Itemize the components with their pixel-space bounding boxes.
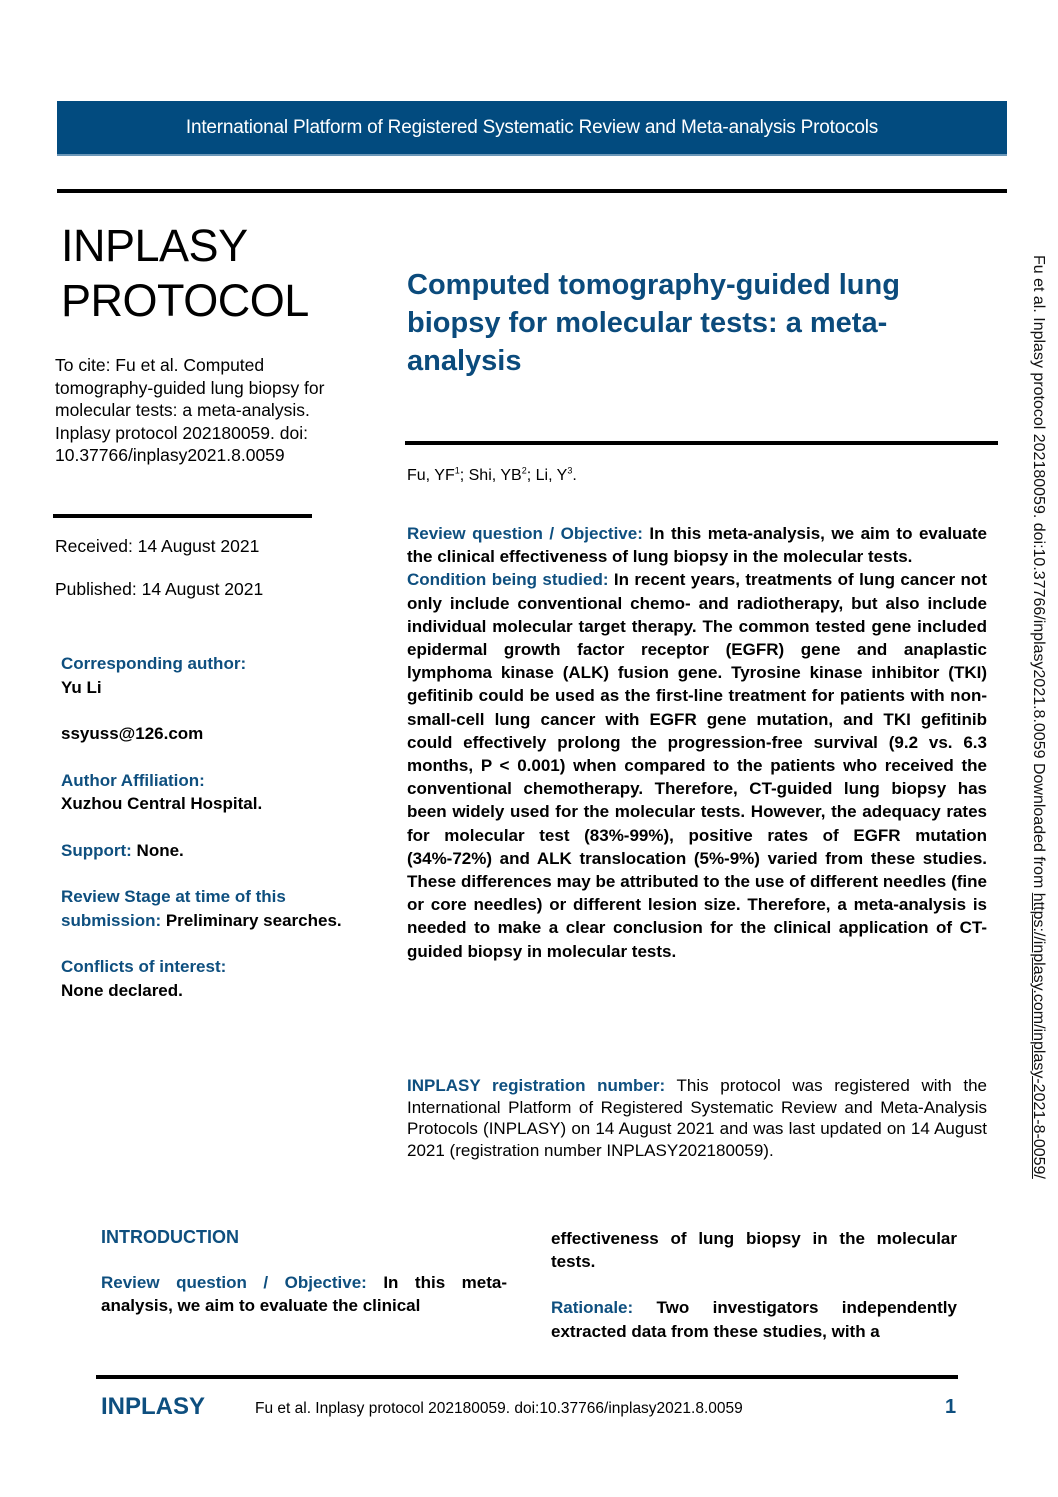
footer-divider bbox=[96, 1375, 958, 1379]
abstract bbox=[407, 522, 987, 963]
registration-label: INPLASY registration number: bbox=[407, 1076, 666, 1095]
author-2: Shi, YB bbox=[468, 467, 522, 484]
review-stage-label: Review Stage at time of this submission: bbox=[61, 887, 286, 930]
brand-line-2: PROTOCOL bbox=[61, 275, 309, 326]
support-label: Support: bbox=[61, 840, 132, 860]
footer-citation: Fu et al. Inplasy protocol 202180059. doi:10.37766/inplasy2021.8.0059 bbox=[255, 1400, 743, 1417]
article-title: Computed tomography-guided lung biopsy for molecular tests: a meta-analysis bbox=[407, 269, 900, 377]
side-notice-text: Fu et al. Inplasy protocol 202180059. doi:10.37766/inplasy2021.8.0059 Downloaded from bbox=[1030, 255, 1047, 893]
brand-line-1: INPLASY bbox=[61, 220, 248, 271]
side-download-notice bbox=[1025, 255, 1047, 1315]
abstract-objective bbox=[407, 522, 987, 568]
intro-column-1 bbox=[101, 1271, 507, 1317]
support-value: None. bbox=[131, 840, 184, 860]
conflicts-value: None declared. bbox=[61, 980, 183, 1000]
intro-objective-text: In this meta-analysis, we aim to evaluate the clinical bbox=[101, 1273, 507, 1316]
corresponding-author-label: Corresponding author: bbox=[61, 654, 247, 673]
article-metadata bbox=[61, 652, 361, 1025]
intro-objective-continued: effectiveness of lung biopsy in the molecular tests. bbox=[551, 1229, 957, 1272]
rationale-label: Rationale: bbox=[551, 1298, 634, 1318]
author-1: Fu, YF bbox=[407, 467, 455, 484]
conflicts-block bbox=[61, 955, 361, 1002]
footer-brand: INPLASY bbox=[101, 1393, 206, 1420]
citation-divider bbox=[53, 514, 312, 518]
abstract-condition bbox=[407, 568, 987, 962]
author-1-affiliation: 1 bbox=[454, 465, 460, 476]
email-block bbox=[61, 722, 361, 746]
affiliation-value: Xuzhou Central Hospital. bbox=[61, 794, 263, 813]
author-3: Li, Y bbox=[535, 467, 568, 484]
brand-title bbox=[61, 218, 309, 328]
published-date: Published: 14 August 2021 bbox=[55, 579, 264, 599]
received-date: Received: 14 August 2021 bbox=[55, 536, 260, 556]
corresponding-author-block bbox=[61, 652, 361, 699]
corresponding-author-name: Yu Li bbox=[61, 677, 102, 697]
review-stage-block bbox=[61, 885, 361, 932]
author-2-affiliation: 2 bbox=[521, 465, 527, 476]
platform-banner bbox=[57, 101, 1007, 156]
header-divider bbox=[57, 189, 1007, 193]
objective-text: In this meta-analysis, we aim to evaluate the clinical effectiveness of lung biopsy in the molecular tests. bbox=[407, 524, 988, 567]
affiliation-label: Author Affiliation: bbox=[61, 770, 205, 790]
objective-label: Review question / Objective: bbox=[407, 524, 643, 543]
review-stage-value: Preliminary searches. bbox=[161, 910, 342, 930]
condition-text: In recent years, treatments of lung cancer not only include conventional chemo- and radiotherapy, but also include individual molecular target therapy. The common tested gene included epidermal growth factor receptor (EGFR) gene and anaplastic lymphoma kinase (ALK) fusion gene. Tyrosine kinase inhibitor (TKI) gefitinib could be used as the first-line treatment for patients with non-small-cell lung cancer with EGFR gene mutation, and TKI gefitinib could effectively prolong the progression-free survival (9.2 vs. 6.3 months, P < 0.001) when compared to the patients who received the conventional chemotherapy. Therefore, CT-guided lung biopsy has been widely used for the molecular tests. However, the adequacy rates for molecular test (83%-99%), positive rates of EGFR mutation (34%-72%) and ALK translocation (5%-9%) varied from these studies. These differences may be attributed to the use of different needles (fine or core needles) or different lesion size. Therefore, a meta-analysis is needed to make a clear conclusion for the clinical application of CT-guided biopsy in molecular tests. bbox=[407, 570, 987, 961]
rationale-text: Two investigators independently extracted data from these studies, with a bbox=[551, 1298, 957, 1341]
registration-text: This protocol was registered with the International Platform of Registered Systematic Review and Meta-Analysis Protocols (INPLASY) on 14 August 2021 and was last updated on 14 August 2021 (registration number INPLASY202180059). bbox=[407, 1076, 987, 1160]
introduction-heading: INTRODUCTION bbox=[101, 1227, 239, 1247]
author-3-affiliation: 3 bbox=[567, 465, 573, 476]
side-download-link[interactable]: https://inplasy.com/inplasy-2021-8-0059/ bbox=[1030, 892, 1047, 1179]
author-list: Fu, $YF^1$; Shi, $YB^2$; Li, $Y^3$. bbox=[407, 465, 577, 484]
affiliation-block bbox=[61, 769, 361, 816]
intro-column-2 bbox=[551, 1227, 957, 1343]
author-email[interactable]: ssyuss@126.com bbox=[61, 724, 204, 743]
conflicts-label: Conflicts of interest: bbox=[61, 957, 227, 976]
support-block bbox=[61, 839, 361, 863]
page-number: 1 bbox=[945, 1396, 957, 1418]
registration-paragraph bbox=[407, 1075, 987, 1161]
condition-label: Condition being studied: bbox=[407, 570, 609, 590]
title-divider bbox=[405, 441, 998, 445]
intro-rationale bbox=[551, 1296, 957, 1342]
banner-text: International Platform of Registered Systematic Review and Meta-analysis Protocols bbox=[185, 116, 879, 138]
citation-text: To cite: Fu et al. Computed tomography-guided lung biopsy for molecular tests: a meta-analysis. Inplasy protocol 202180059. doi: 10.37766/inplasy2021.8.0059 bbox=[55, 355, 325, 465]
intro-objective-label: Review question / Objective: bbox=[101, 1273, 367, 1292]
